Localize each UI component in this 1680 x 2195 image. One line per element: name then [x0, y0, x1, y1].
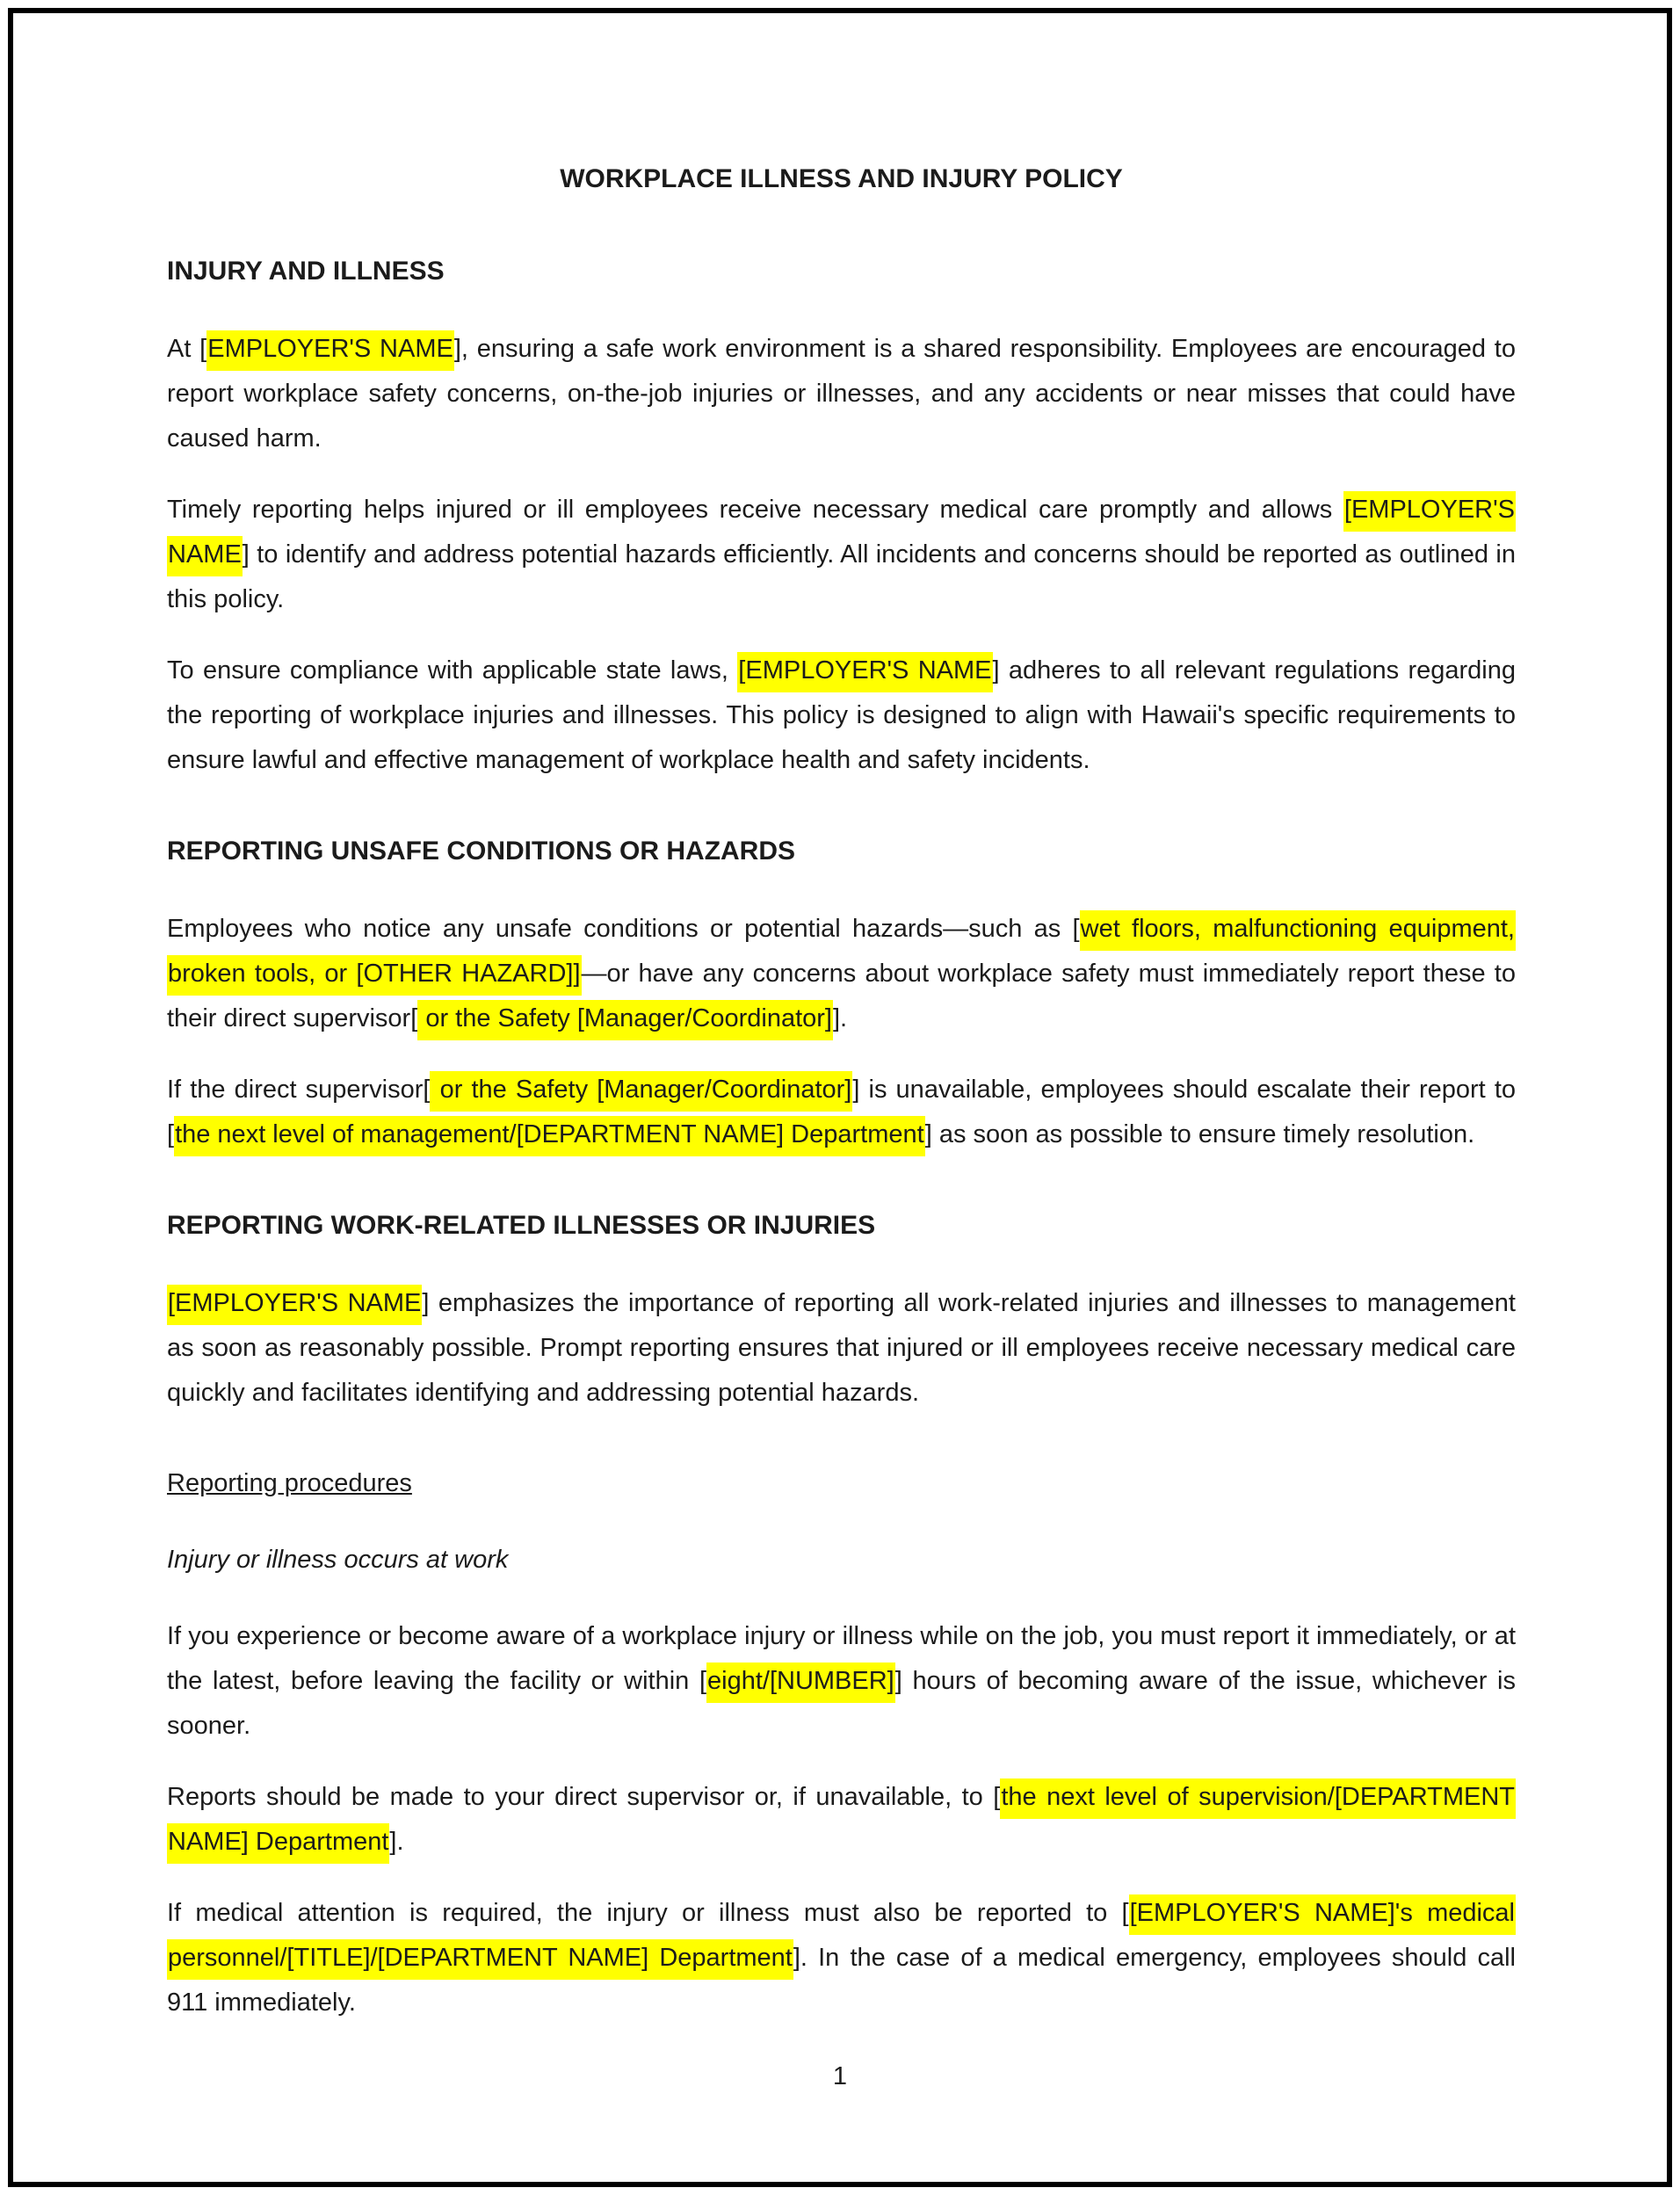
text-segment: —or have any concerns about workplace safety must immediately report these to their direct supervisor[ — [167, 959, 1516, 1032]
section-heading-reporting-unsafe-conditions — [167, 829, 1516, 875]
paragraph-reporting-importance — [167, 1281, 1516, 1416]
highlighted-placeholder: or the Safety [Manager/Coordinator] — [430, 1071, 852, 1112]
document-body — [167, 156, 1516, 2052]
text-segment: ] is unavailable, employees should escalate their report to [ — [167, 1075, 1517, 1148]
highlighted-placeholder: [EMPLOYER'S NAME]'s medical personnel/[TITLE]/[DEPARTMENT NAME] Department — [167, 1894, 1516, 1980]
highlighted-placeholder: the next level of supervision/[DEPARTMENT NAME] Department — [167, 1778, 1516, 1864]
paragraph-reports-to-supervisor — [167, 1775, 1516, 1865]
highlighted-placeholder: [EMPLOYER'S NAME — [167, 1285, 422, 1325]
text-segment: ] emphasizes the importance of reporting all work-related injuries and illnesses to management as soon as reasonably possible. Prompt reporting ensures that injured or ill employees receive necessary medical care quickly and facilitates identifying and addressing potential hazards. — [167, 1288, 1516, 1407]
paragraph-medical-attention — [167, 1891, 1516, 2025]
paragraph-timely-reporting — [167, 488, 1516, 622]
text-segment: REPORTING UNSAFE CONDITIONS OR HAZARDS — [167, 836, 796, 866]
text-segment: WORKPLACE ILLNESS AND INJURY POLICY — [560, 164, 1123, 193]
section-heading-injury-and-illness — [167, 249, 1516, 295]
highlighted-placeholder: [EMPLOYER'S NAME — [167, 491, 1516, 576]
text-segment: Employees who notice any unsafe conditions or potential hazards—such as [ — [167, 914, 1080, 943]
highlighted-placeholder: [EMPLOYER'S NAME — [737, 652, 992, 692]
highlighted-placeholder: wet floors, malfunctioning equipment, broken tools, or [OTHER HAZARD]] — [167, 910, 1516, 996]
text-segment: If the direct supervisor[ — [167, 1075, 431, 1104]
text-segment: Reports should be made to your direct supervisor or, if unavailable, to [ — [167, 1782, 1001, 1811]
highlighted-placeholder: EMPLOYER'S NAME — [206, 330, 454, 371]
text-segment: To ensure compliance with applicable state laws, — [167, 656, 738, 685]
text-segment: ] adheres to all relevant regulations regarding the reporting of workplace injuries and illnesses. This policy is designed to align with Hawaii's specific requirements to ensure lawful and effective management of workplace health and safety incidents. — [167, 656, 1517, 774]
text-segment: ] hours of becoming aware of the issue, whichever is sooner. — [167, 1666, 1517, 1740]
text-segment: ]. In the case of a medical emergency, employees should call 911 immediately. — [167, 1943, 1517, 2017]
highlighted-placeholder: or the Safety [Manager/Coordinator] — [417, 1000, 833, 1040]
highlighted-placeholder: eight/[NUMBER] — [706, 1663, 895, 1703]
document-title — [167, 156, 1516, 203]
subheading-reporting-procedures — [167, 1461, 1516, 1506]
text-segment: ] to identify and address potential hazards efficiently. All incidents and concerns should be reported as outlined in this policy. — [167, 540, 1516, 613]
text-segment: ], ensuring a safe work environment is a shared responsibility. Employees are encouraged to report workplace safety concerns, on-the-job injuries or illnesses, and any accidents or near misses that could have caused harm. — [167, 334, 1516, 453]
subheading-injury-occurs-at-work — [167, 1538, 1516, 1583]
text-segment: Timely reporting helps injured or ill employees receive necessary medical care promptly and allows — [167, 495, 1343, 524]
text-segment: If medical attention is required, the injury or illness must also be reported to [ — [167, 1898, 1129, 1927]
text-segment: ]. — [389, 1827, 404, 1856]
text-segment: If you experience or become aware of a workplace injury or illness while on the job, you must report it immediately, or at the latest, before leaving the facility or within [ — [167, 1621, 1516, 1695]
text-segment: INJURY AND ILLNESS — [167, 256, 445, 286]
text-segment: ] as soon as possible to ensure timely resolution. — [924, 1119, 1475, 1148]
text-segment: Injury or illness occurs at work — [167, 1545, 509, 1574]
paragraph-shared-responsibility — [167, 327, 1516, 461]
page-number: 1 — [832, 2062, 848, 2090]
paragraph-report-immediately — [167, 1614, 1516, 1749]
text-segment: Reporting procedures — [167, 1468, 412, 1497]
section-heading-reporting-work-related — [167, 1203, 1516, 1250]
text-segment: ]. — [832, 1003, 848, 1032]
paragraph-supervisor-unavailable — [167, 1068, 1516, 1157]
paragraph-state-law-compliance — [167, 648, 1516, 783]
highlighted-placeholder: the next level of management/[DEPARTMENT NAME] Department — [174, 1116, 925, 1156]
text-segment: At [ — [167, 334, 207, 363]
paragraph-unsafe-conditions — [167, 907, 1516, 1041]
text-segment: REPORTING WORK-RELATED ILLNESSES OR INJURIES — [167, 1210, 876, 1240]
